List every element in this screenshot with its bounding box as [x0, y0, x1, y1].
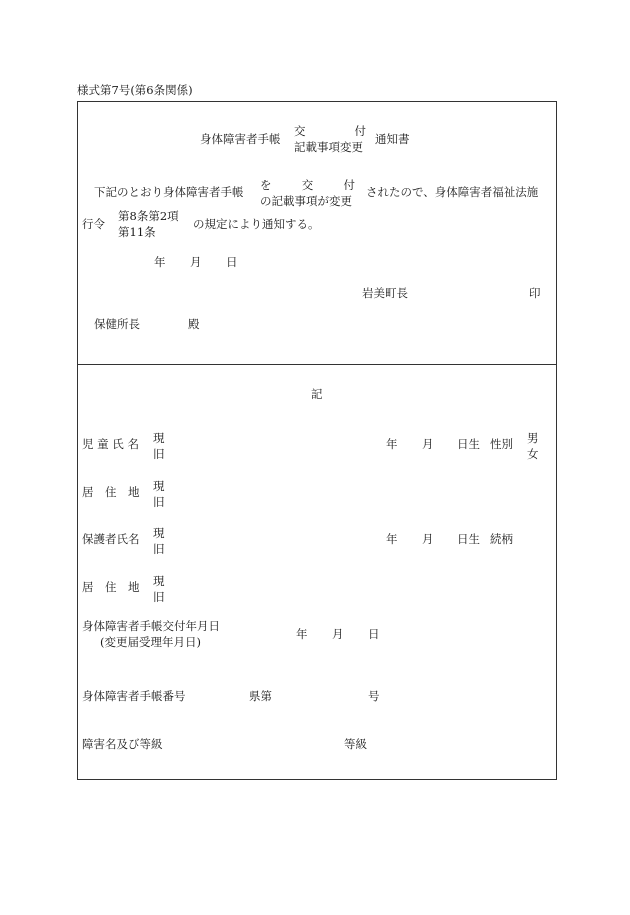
child-birth-year: 年: [386, 437, 398, 451]
current-mark: 現: [153, 479, 165, 493]
issue-date-year: 年: [296, 627, 308, 641]
current-mark: 現: [153, 431, 165, 445]
notice-body-prefix: 下記のとおり身体障害者手帳: [94, 185, 244, 199]
notice-body-options: [260, 177, 355, 209]
sex-label: 性別: [490, 437, 513, 451]
child-address-label: 居 住 地: [82, 485, 140, 499]
sex-male: 男: [527, 431, 539, 445]
article-8-2: 第8条第2項: [118, 209, 179, 223]
title-option-issue-right: 付: [354, 124, 366, 138]
section-divider: [77, 364, 557, 365]
relation-label: 続柄: [490, 532, 513, 546]
notice-date-year: 年: [154, 255, 166, 269]
guardian-name-current-old: [153, 525, 165, 557]
issue-date-month: 月: [332, 627, 344, 641]
issue-date-label: 身体障害者手帳交付年月日: [82, 619, 220, 633]
notice-articles: [118, 208, 179, 240]
child-name-current-old: [153, 430, 165, 462]
guardian-birth-day: 日生: [457, 532, 480, 546]
child-birth-month: 月: [422, 437, 434, 451]
notice-line2-prefix: 行令: [82, 217, 105, 231]
notice-body-suffix: されたので、身体障害者福祉法施: [366, 185, 539, 199]
notice-title-suffix: 通知書: [375, 132, 410, 146]
title-option-issue: [294, 123, 366, 139]
current-mark: 現: [153, 526, 165, 540]
body-option-kou: 交: [301, 178, 314, 192]
child-birth-day: 日生: [457, 437, 480, 451]
handbook-number-label: 身体障害者手帳番号: [82, 689, 186, 703]
record-heading: 記: [311, 387, 323, 401]
child-name-label: 児 童 氏 名: [82, 437, 139, 451]
issuer-name: 岩美町長: [362, 286, 408, 300]
guardian-address-current-old: [153, 573, 165, 605]
child-address-current-old: [153, 478, 165, 510]
handbook-prefecture: 県第: [249, 689, 272, 703]
handbook-number-suffix: 号: [368, 689, 380, 703]
seal-mark: 印: [529, 286, 541, 300]
guardian-address-label: 居 住 地: [82, 580, 140, 594]
issue-date-sublabel: (変更届受理年月日): [100, 635, 201, 649]
article-11: 第11条: [118, 225, 156, 239]
guardian-birth-month: 月: [422, 532, 434, 546]
old-mark: 旧: [153, 495, 165, 509]
old-mark: 旧: [153, 590, 165, 604]
sex-female: 女: [527, 447, 539, 461]
guardian-birth-year: 年: [386, 532, 398, 546]
notice-date-month: 月: [190, 255, 202, 269]
body-option-fu: 付: [343, 178, 355, 192]
guardian-name-label: 保護者氏名: [82, 532, 140, 546]
form-number: 様式第7号(第6条関係): [77, 83, 193, 97]
old-mark: 旧: [153, 447, 165, 461]
body-option-issue: [260, 177, 355, 193]
recipient-honorific: 殿: [188, 317, 200, 331]
current-mark: 現: [153, 574, 165, 588]
issue-date-day: 日: [368, 627, 380, 641]
disability-grade: 等級: [344, 737, 367, 751]
title-option-issue-left: 交: [294, 124, 306, 138]
notice-date-day: 日: [226, 255, 238, 269]
notice-title-prefix: 身体障害者手帳: [200, 132, 281, 146]
title-option-change: 記載事項変更: [294, 140, 363, 154]
notice-title-options: [294, 123, 366, 155]
disability-label: 障害名及び等級: [82, 737, 163, 751]
notice-line2-suffix: の規定により通知する。: [193, 217, 320, 231]
body-option-change: の記載事項が変更: [260, 194, 352, 208]
sex-options: [527, 430, 539, 462]
body-option-wo: を: [260, 178, 272, 192]
old-mark: 旧: [153, 542, 165, 556]
recipient-name: 保健所長: [94, 317, 140, 331]
